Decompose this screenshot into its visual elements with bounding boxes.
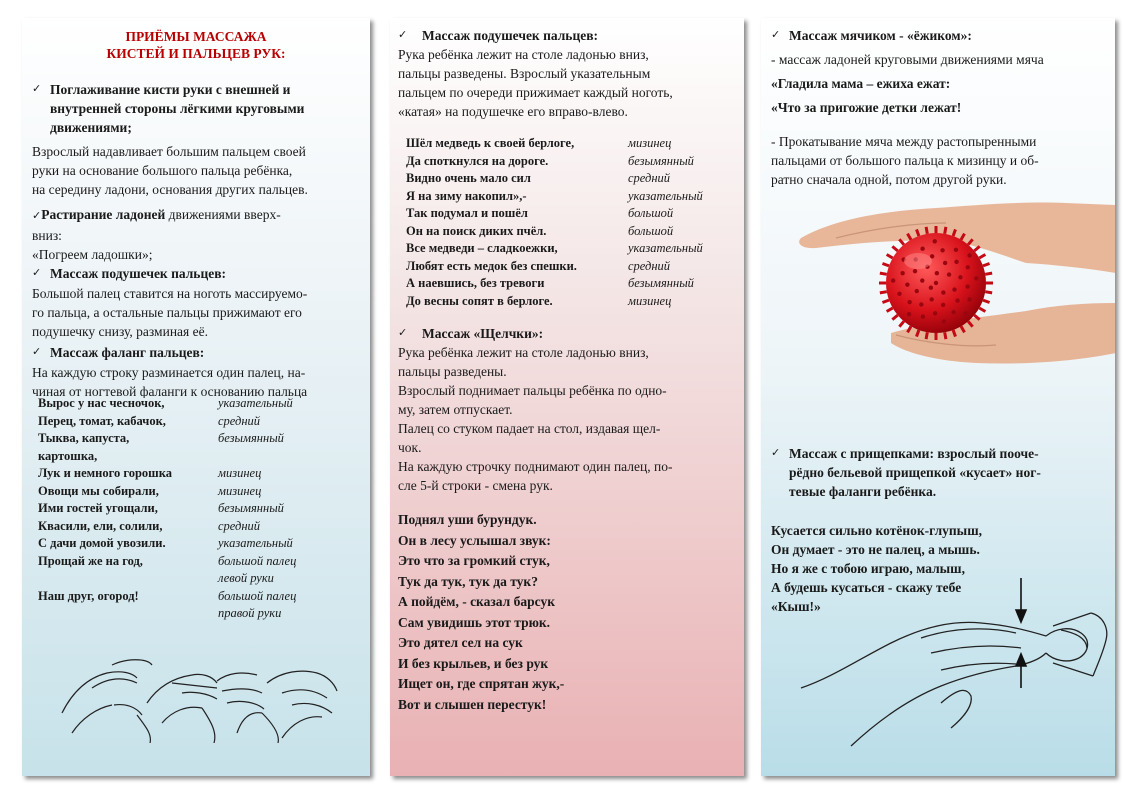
poem-row (38, 430, 296, 448)
poem-line (38, 570, 218, 588)
finger-name: указательный (218, 536, 293, 550)
check-icon: ✓ (398, 29, 408, 41)
finger-name: средний (218, 413, 261, 428)
text-line: Это дятел сел на сук (398, 635, 523, 650)
text-line: На каждую строчку поднимают один палец, по- (398, 459, 673, 474)
poem-row (38, 483, 296, 501)
check-icon: ✓ (771, 29, 781, 41)
text-line: И без крыльев, и без рук (398, 655, 549, 671)
poem-row (38, 500, 296, 518)
poem-line: Любят есть медок без спешки. (406, 258, 577, 273)
text-line: Ищет он, где спрятан жук,- (398, 676, 565, 691)
fingertips-text: Большой палец ставится на ноготь массируемо- го пальца, а остальные пальцы прижимают его подушечку снизу, разминая её. (32, 286, 308, 339)
check-icon: ✓ (32, 210, 42, 222)
finger-name: средний (628, 258, 671, 273)
poem-line: Он на поиск диких пчёл. (406, 223, 547, 238)
item-clicks: ✓ Массаж «Щелчки»: (398, 326, 544, 341)
poem-line: Овощи мы собирали, (38, 483, 159, 498)
finger-name: средний (218, 518, 261, 533)
poem-line: А наевшись, без тревоги (406, 276, 545, 290)
finger-name: безымянный (628, 153, 694, 168)
chipmunk-poem (398, 510, 738, 715)
poem-row (406, 258, 703, 276)
item-rubbing: ✓Растирание ладоней движениями вверх- вниз: «Погреем ладошки»; (32, 207, 281, 262)
poem-line: С дачи домой увозили. (38, 536, 166, 550)
poem-row (406, 275, 703, 293)
poem-line: Квасили, ели, солили, (38, 518, 163, 533)
text-line: чок. (398, 440, 422, 455)
item-clothespin: ✓ Массаж с прищепками: взрослый пооче- рёдно бельевой прищепкой «кусает» ног- тевые фаланги ребёнка. (771, 446, 1041, 499)
panel-left (22, 18, 370, 776)
poem-line: Все медведи – сладкоежки, (406, 241, 558, 255)
poem-row (38, 605, 296, 623)
poem-line: Тыква, капуста, (38, 431, 130, 445)
poem-line: До весны сопят в берлоге. (406, 293, 553, 308)
check-icon: ✓ (398, 327, 408, 339)
poem-line: Я на зиму накопил»,- (406, 188, 527, 203)
arrow-icon (1016, 578, 1026, 688)
check-icon: ✓ (32, 267, 42, 279)
poem-row (38, 395, 296, 413)
text-line: Он в лесу услышал звук: (398, 532, 551, 548)
bear-poem (406, 135, 703, 310)
poem-line: Шёл медведь к своей берлоге, (406, 136, 575, 150)
panel-middle (390, 18, 744, 776)
finger-name: мизинец (218, 483, 262, 498)
item-ball-massage: ✓ Массаж мячиком - «ёжиком»: (771, 28, 972, 43)
poem-row (38, 588, 296, 606)
item-stroking: ✓ Поглаживание кисти руки с внешней и внутренней стороны лёгкими круговыми движениями; (32, 82, 305, 135)
finger-name: большой палец (218, 588, 297, 603)
finger-name: левой руки (218, 571, 274, 585)
poem-row (406, 170, 703, 188)
phalanges-text: На каждую строку разминается один палец, на- чиная от ногтевой фаланги к основанию пальца (32, 365, 308, 398)
panel-title-line1: ПРИЁМЫ МАССАЖА (125, 29, 267, 44)
poem-row (38, 465, 296, 483)
kitten-poem: Кусается сильно котёнок-глупыш, Он думает - это не палец, а мышь. Но я же с тобою играю, малыш, А будешь кусаться - скажу тебе «Кыш!» (771, 523, 982, 614)
text-line: пальцы разведены. (398, 364, 507, 379)
poem-row (406, 135, 703, 153)
text-line: му, затем отпускает. (398, 402, 513, 417)
hand-clothespin-drawing-icon (791, 578, 1111, 748)
fingertips-massage-text: Рука ребёнка лежит на столе ладонью вниз, пальцы разведены. Взрослый указательным пальцем по очереди прижимает каждый ноготь, «катая» на подушечке его вправо-влево. (398, 47, 673, 119)
finger-name: безымянный (218, 431, 284, 445)
poem-line: Лук и немного горошка (38, 466, 172, 480)
clicks-text (398, 343, 740, 495)
poem-row (38, 413, 296, 431)
finger-name: правой руки (218, 606, 282, 620)
finger-name: указательный (628, 241, 703, 255)
finger-name: мизинец (628, 293, 672, 308)
finger-name: большой палец (218, 553, 297, 568)
poem-line: картошка, (38, 448, 98, 463)
finger-name: мизинец (218, 466, 262, 480)
poem-row (38, 553, 296, 571)
check-icon: ✓ (32, 83, 42, 95)
poem-line (38, 605, 218, 623)
text-line: Сам увидишь этот трюк. (398, 614, 551, 630)
ball-roll-text: - Прокатывание мяча между растопыренными пальцами от большого пальца к мизинцу и об- ратно сначала одной, потом другой руки. (771, 134, 1039, 187)
text-line: Это что за громкий стук, (398, 553, 550, 568)
text-line: Тук да тук, тук да тук? (398, 573, 538, 589)
text-line: Поднял уши бурундук. (398, 512, 537, 527)
finger-name: указательный (628, 188, 703, 203)
item-fingertips: ✓ Массаж подушечек пальцев: (32, 266, 227, 281)
finger-name: большой (628, 206, 674, 220)
text-line: А пойдём, - сказал барсук (398, 594, 555, 609)
poem-row (406, 205, 703, 223)
poem-row (406, 223, 703, 241)
ball-massage-lines: - массаж ладоней круговыми движениями мяча «Гладила мама – ежиха ежат: «Что за пригожие детки лежат! (771, 52, 1044, 115)
hands-drawing-icon (52, 643, 352, 743)
item-fingertips-massage: ✓ Массаж подушечек пальцев: (398, 28, 599, 43)
finger-name: средний (628, 171, 671, 185)
poem-line: Так подумал и пошёл (406, 206, 528, 220)
check-icon: ✓ (771, 447, 781, 459)
text-line: Палец со стуком падает на стол, издавая щел- (398, 421, 661, 436)
poem-line: Наш друг, огород! (38, 588, 139, 603)
poem-line: Видно очень мало сил (406, 171, 531, 185)
poem-line: Ими гостей угощали, (38, 501, 158, 515)
panel-title-line2: КИСТЕЙ И ПАЛЬЦЕВ РУК: (106, 46, 286, 61)
item-phalanges: ✓ Массаж фаланг пальцев: (32, 345, 205, 360)
text-line: Вот и слышен перестук! (398, 696, 547, 712)
poem-line: Вырос у нас чесночок, (38, 396, 165, 410)
poem-row (406, 293, 703, 311)
poem-row (406, 188, 703, 206)
text-line: Рука ребёнка лежит на столе ладонью вниз, (398, 345, 649, 360)
poem-row (406, 153, 703, 171)
poem-line: Да споткнулся на дороге. (406, 153, 549, 168)
check-icon: ✓ (32, 346, 42, 358)
poem-row (38, 448, 296, 466)
poem-row (38, 570, 296, 588)
poem-line: Перец, томат, кабачок, (38, 413, 166, 428)
text-line: сле 5-й строки - смена рук. (398, 478, 553, 493)
poem-row (38, 518, 296, 536)
hands-with-ball-image (796, 193, 1115, 368)
finger-name: безымянный (218, 501, 284, 515)
finger-name: мизинец (628, 136, 672, 150)
stroking-text: Взрослый надавливает большим пальцем своей руки на основание большого пальца ребёнка, на середину ладони, основания других пальцев. (32, 144, 308, 197)
finger-name: большой (628, 223, 674, 238)
text-line: Взрослый поднимает пальцы ребёнка по одно- (398, 383, 667, 398)
poem-line: Прощай же на год, (38, 553, 143, 568)
poem-row (406, 240, 703, 258)
finger-name: безымянный (628, 276, 694, 290)
vegetable-poem (38, 395, 296, 623)
panel-right (761, 18, 1115, 776)
poem-row (38, 535, 296, 553)
finger-name: указательный (218, 396, 293, 410)
